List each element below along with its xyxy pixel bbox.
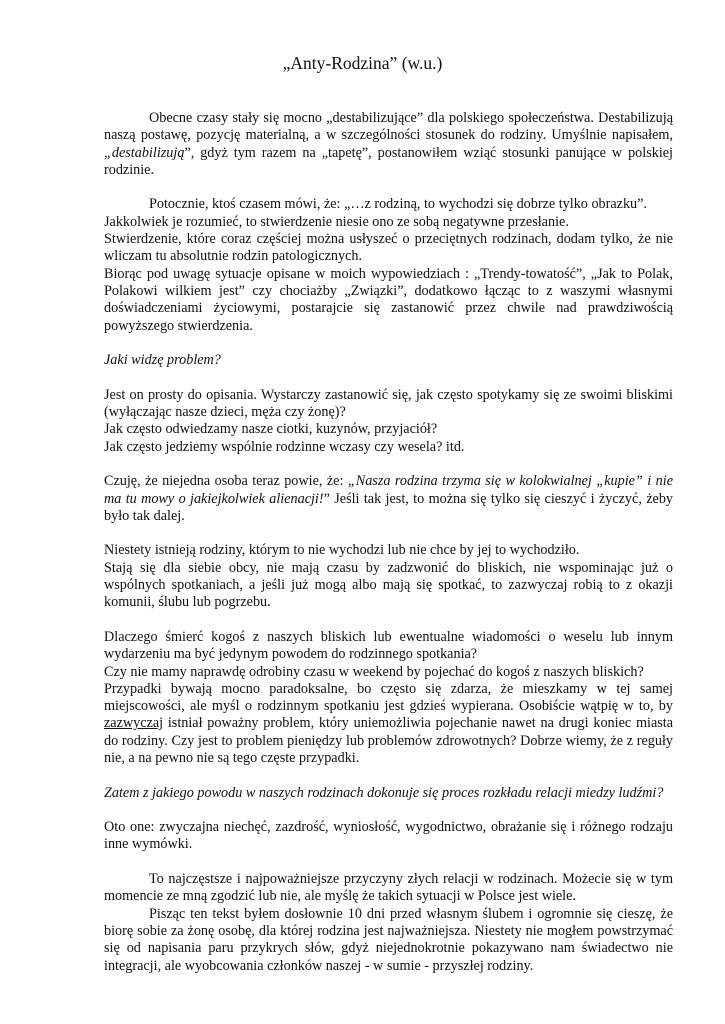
paragraph-intro-text: Obecne czasy stały się mocno „destabilizujące” dla polskiego społeczeństwa. Destabilizują naszą postawę, pozycję materialną, a w szczególności stosunek do rodziny. Umyślnie napisałem, <box>104 110 673 144</box>
paragraph-paradox <box>104 681 673 767</box>
spacer <box>104 767 673 784</box>
section-heading-problem: Jaki widzę problem? <box>104 352 221 369</box>
paragraph-strangers: Stają się dla siebie obcy, nie mają czasu by zadzwonić do bliskich, nie wspominając już o wspólnych spotkaniach, a jeśli już mogą albo mają się spotkać, to zazwyczaj robią to z okazji komunii, ślubu lub pogrzebu. <box>104 559 673 611</box>
paragraph-intro <box>104 110 673 179</box>
paragraph-unfortunately: Niestety istnieją rodziny, którym to nie wychodzi lub nie chce by jej to wychodziło. <box>104 542 580 559</box>
document-title: „Anty-Rodzina” (w.u.) <box>282 53 443 73</box>
paragraph-why-death: Dlaczego śmierć kogoś z naszych bliskich lub ewentualne wiadomości o weselu lub innym wydarzeniu ma być jedynym powodem do rodzinnego spotkania? <box>104 628 673 663</box>
document-body <box>104 110 673 975</box>
paragraph-saying: Potocznie, ktoś czasem mówi, że: „…z rodziną, to wychodzi się dobrze tylko obrazku”. <box>149 196 647 213</box>
paragraph-question-trips: Jak często jedziemy wspólnie rodzinne wczasy czy wesela? itd. <box>104 438 465 455</box>
paragraph-negative-message: Jakkolwiek je rozumieć, to stwierdzenie niesie ono ze sobą negatywne przesłanie. <box>104 213 569 230</box>
underlined-word: zazwyczaj <box>104 715 164 732</box>
paragraph-problem: Jest on prosty do opisania. Wystarczy zastanowić się, jak często spotykamy się ze swoimi bliskimi (wyłączając nasze dzieci, męża czy żonę)? <box>104 386 673 421</box>
paragraph-wedding: Pisząc ten tekst byłem dosłownie 10 dni przed własnym ślubem i ogromnie się cieszę, że biorę sobie za żonę osobę, dla której rodzina jest najważniejsza. Niestety nie mogłem powstrzymać się od napisania paru przykrych słów, gdyż niejednokrotnie pokazywano nam świadectwo nie integracji, ale wyobcowania członków naszej - w sumie - przyszłej rodziny. <box>104 905 673 974</box>
spacer <box>104 854 673 871</box>
paragraph-quote-tail: ” Jeśli tak jest, to można się tylko się cieszyć i życzyć, żeby było tak dalej. <box>104 490 674 524</box>
paragraph-references: Biorąc pod uwagę sytuacje opisane w moich wypowiedziach : „Trendy-towatość”, „Jak to Polak, Polakowi wilkiem jest” czy chociażby „Związki”, dodatkowo łącząc to z waszymi własnymi doświadczeniami życiowymi, postarajcie się zastanowić przez chwile nad prawdziwością powyższego stwierdzenia. <box>104 265 673 334</box>
paragraph-weekend: Czy nie mamy naprawdę odrobiny czasu w weekend by pojechać do kogoś z naszych bliskich? <box>104 663 644 680</box>
spacer <box>104 802 673 819</box>
paragraph-question-visits: Jak często odwiedzamy nasze ciotki, kuzynów, przyjaciół? <box>104 421 438 438</box>
paragraph-statement: Stwierdzenie, które coraz częściej można usłyszeć o przeciętnych rodzinach, dodam tylko, że nie wliczam tu absolutnie rodzin patologicznych. <box>104 231 673 265</box>
paragraph-paradox-lead: Przypadki bywają mocno paradoksalne, bo często się zdarza, że mieszkamy w tej samej miejscowości, ale myśl o rodzinnym spotkaniu jest gdzieś wypierana. Osobiście wątpię w to, by <box>104 680 673 715</box>
paragraph-causes: To najczęstsze i najpoważniejsze przyczyny złych relacji w rodzinach. Możecie się w tym momencie ze mną zgodzić lub nie, ale myślę że takich sytuacji w Polsce jest wiele. <box>104 871 673 905</box>
spacer <box>104 335 673 352</box>
emphasis-destabilizuja: „destabilizują <box>104 144 185 161</box>
quote-text: „Nasza rodzina trzyma się w kolokwialnej „kupie” i nie ma tu mowy o jakiejkolwiek alienacji! <box>104 473 673 507</box>
paragraph-paradox-tail: istniał poważny problem, który uniemożliwia pojechanie nawet na drugi koniec miasta do rodziny. Czy jest to problem pieniędzy lub problemów zdrowotnych? Dobrze wiemy, że z reguły nie, a na pewno nie są tego częste przypadki. <box>104 715 673 766</box>
spacer <box>104 456 673 473</box>
spacer <box>104 612 673 629</box>
section-heading-reason: Zatem z jakiego powodu w naszych rodzinach dokonuje się proces rozkładu relacji miedzy ludźmi? <box>104 784 664 801</box>
spacer <box>104 179 673 196</box>
paragraph-reasons: Oto one: zwyczajna niechęć, zazdrość, wyniosłość, wygodnictwo, obrażanie się i różnego rodzaju inne wymówki. <box>104 819 673 853</box>
paragraph-quote <box>104 473 673 525</box>
paragraph-intro-tail: ”, gdyż tym razem na „tapetę”, postanowiłem wziąć stosunki panujące w polskiej rodzinie. <box>104 144 673 178</box>
spacer <box>104 525 673 542</box>
paragraph-quote-lead: Czuję, że niejedna osoba teraz powie, że: <box>104 473 348 490</box>
spacer <box>104 369 673 386</box>
